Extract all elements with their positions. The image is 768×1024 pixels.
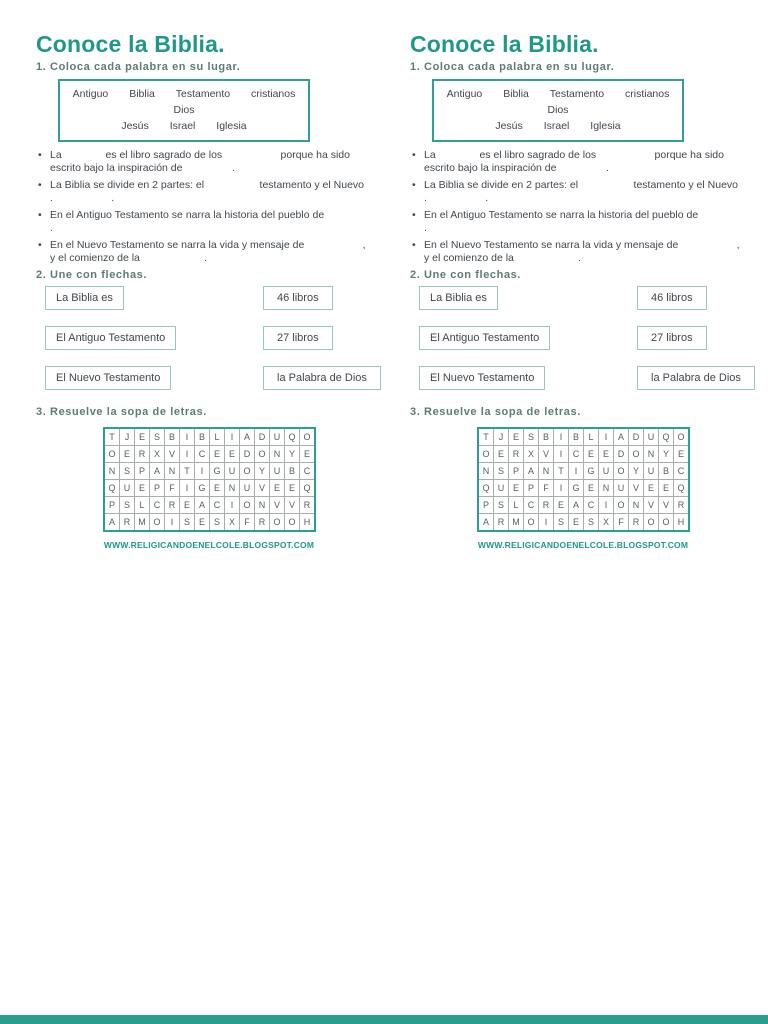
grid-cell: N <box>255 497 270 514</box>
grid-cell: S <box>554 514 569 532</box>
grid-cell: P <box>509 463 524 480</box>
matching-section <box>410 286 756 390</box>
grid-cell: O <box>629 446 644 463</box>
grid-cell: E <box>180 497 195 514</box>
grid-cell: A <box>478 514 494 532</box>
grid-cell: X <box>150 446 165 463</box>
match-left-box: El Nuevo Testamento <box>419 366 545 390</box>
grid-cell: O <box>524 514 539 532</box>
sentence-line: • La es el libro sagrado de los porque ha sido <box>424 149 724 161</box>
word-bank-word: Biblia <box>129 88 155 100</box>
grid-cell: A <box>614 428 629 446</box>
grid-cell: R <box>629 514 644 532</box>
grid-cell: P <box>524 480 539 497</box>
fill-in-blank-item <box>36 149 382 175</box>
grid-cell: Y <box>285 446 300 463</box>
word-bank-word: Israel <box>543 120 570 132</box>
grid-cell: E <box>674 446 690 463</box>
grid-cell: T <box>478 428 494 446</box>
grid-cell: R <box>539 497 554 514</box>
grid-cell: J <box>120 428 135 446</box>
website-url: WWW.RELIGICANDOENELCOLE.BLOGSPOT.COM <box>103 540 315 550</box>
word-bank-word: Testamento <box>175 88 231 100</box>
grid-cell: F <box>240 514 255 532</box>
grid-cell: S <box>210 514 225 532</box>
match-right-box: 27 libros <box>637 326 707 350</box>
word-bank-word: Antiguo <box>446 88 483 100</box>
fill-in-blank-item <box>410 239 756 265</box>
grid-cell: N <box>539 463 554 480</box>
grid-row <box>104 428 315 446</box>
grid-cell: V <box>165 446 180 463</box>
word-bank-word: Dios <box>547 104 569 116</box>
sentence-line: . <box>424 222 427 234</box>
word-bank-box <box>432 79 684 142</box>
grid-cell: U <box>644 428 659 446</box>
grid-cell: U <box>120 480 135 497</box>
grid-cell: Q <box>285 428 300 446</box>
grid-cell: C <box>195 446 210 463</box>
grid-cell: G <box>210 463 225 480</box>
word-bank-row <box>60 86 308 118</box>
word-bank-word: Antiguo <box>72 88 109 100</box>
grid-cell: Y <box>629 463 644 480</box>
sentence-line: • En el Antiguo Testamento se narra la historia del pueblo de <box>424 209 699 221</box>
grid-cell: N <box>225 480 240 497</box>
grid-cell: V <box>629 480 644 497</box>
grid-cell: E <box>210 446 225 463</box>
grid-cell: U <box>270 428 285 446</box>
grid-cell: S <box>120 497 135 514</box>
grid-cell: V <box>644 497 659 514</box>
grid-cell: O <box>285 514 300 532</box>
grid-row <box>104 446 315 463</box>
section-2-heading: 2. Une con flechas. <box>410 269 522 281</box>
grid-cell: I <box>165 514 180 532</box>
grid-cell: H <box>674 514 690 532</box>
match-left-box: El Antiguo Testamento <box>419 326 550 350</box>
sentence-line: • En el Nuevo Testamento se narra la vida y mensaje de , <box>424 239 740 251</box>
grid-cell: O <box>300 428 316 446</box>
grid-cell: A <box>524 463 539 480</box>
match-left-box: El Nuevo Testamento <box>45 366 171 390</box>
fill-in-blank-item <box>410 179 756 205</box>
word-bank-word: Iglesia <box>216 120 247 132</box>
grid-cell: G <box>584 463 599 480</box>
grid-cell: B <box>285 463 300 480</box>
sentence-line: escrito bajo la inspiración de . <box>50 162 236 174</box>
grid-cell: O <box>614 497 629 514</box>
matching-row <box>36 286 382 310</box>
grid-cell: D <box>629 428 644 446</box>
grid-cell: U <box>225 463 240 480</box>
grid-cell: E <box>270 480 285 497</box>
section-1-heading: 1. Coloca cada palabra en su lugar. <box>410 61 615 73</box>
grid-cell: O <box>104 446 120 463</box>
grid-cell: O <box>270 514 285 532</box>
grid-cell: Q <box>674 480 690 497</box>
word-bank-word: Testamento <box>549 88 605 100</box>
grid-cell: V <box>285 497 300 514</box>
grid-cell: E <box>509 428 524 446</box>
matching-section <box>36 286 382 390</box>
grid-cell: L <box>210 428 225 446</box>
word-bank-word: Iglesia <box>590 120 621 132</box>
grid-cell: S <box>524 428 539 446</box>
matching-row <box>410 286 756 310</box>
grid-cell: R <box>120 514 135 532</box>
sentence-line: . . <box>50 192 115 204</box>
sentence-line: • La Biblia se divide en 2 partes: el testamento y el Nuevo <box>50 179 364 191</box>
grid-row <box>104 514 315 532</box>
grid-cell: J <box>494 428 509 446</box>
grid-cell: O <box>240 497 255 514</box>
grid-cell: C <box>524 497 539 514</box>
grid-cell: E <box>554 497 569 514</box>
grid-cell: Y <box>255 463 270 480</box>
grid-cell: H <box>300 514 316 532</box>
grid-cell: M <box>135 514 150 532</box>
matching-row <box>36 366 382 390</box>
grid-row <box>104 480 315 497</box>
matching-row <box>36 326 382 350</box>
grid-row <box>104 497 315 514</box>
grid-cell: N <box>629 497 644 514</box>
fill-in-blank-item <box>36 239 382 265</box>
grid-cell: R <box>165 497 180 514</box>
sentence-line: • En el Antiguo Testamento se narra la historia del pueblo de <box>50 209 325 221</box>
grid-cell: B <box>165 428 180 446</box>
grid-cell: R <box>135 446 150 463</box>
grid-cell: U <box>644 463 659 480</box>
grid-cell: E <box>210 480 225 497</box>
grid-cell: U <box>599 463 614 480</box>
matching-row <box>410 326 756 350</box>
section-3-heading: 3. Resuelve la sopa de letras. <box>410 406 581 418</box>
grid-cell: F <box>165 480 180 497</box>
match-right-box: la Palabra de Dios <box>263 366 381 390</box>
grid-cell: C <box>584 497 599 514</box>
sentence-line: y el comienzo de la . <box>50 252 207 264</box>
grid-cell: V <box>255 480 270 497</box>
grid-cell: R <box>674 497 690 514</box>
grid-cell: A <box>150 463 165 480</box>
grid-cell: O <box>674 428 690 446</box>
grid-cell: U <box>614 480 629 497</box>
sentence-line: . <box>50 222 53 234</box>
grid-cell: E <box>135 428 150 446</box>
match-left-box: El Antiguo Testamento <box>45 326 176 350</box>
grid-cell: E <box>120 446 135 463</box>
worksheet-title: Conoce la Biblia. <box>36 31 225 57</box>
grid-cell: O <box>614 463 629 480</box>
grid-cell: L <box>509 497 524 514</box>
grid-cell: I <box>180 428 195 446</box>
grid-cell: V <box>270 497 285 514</box>
grid-cell: O <box>255 446 270 463</box>
grid-cell: E <box>584 480 599 497</box>
grid-row <box>478 463 689 480</box>
grid-cell: I <box>225 428 240 446</box>
match-right-box: la Palabra de Dios <box>637 366 755 390</box>
worksheet-title: Conoce la Biblia. <box>410 31 599 57</box>
word-bank-box <box>58 79 310 142</box>
worksheet-copy-right <box>410 31 756 550</box>
sentence-line: • En el Nuevo Testamento se narra la vida y mensaje de , <box>50 239 366 251</box>
grid-cell: F <box>539 480 554 497</box>
grid-cell: C <box>150 497 165 514</box>
word-bank-word: Israel <box>169 120 196 132</box>
grid-row <box>478 480 689 497</box>
grid-cell: U <box>240 480 255 497</box>
word-bank-word: cristianos <box>625 88 670 100</box>
match-right-box: 46 libros <box>263 286 333 310</box>
grid-cell: D <box>255 428 270 446</box>
section-3-heading: 3. Resuelve la sopa de letras. <box>36 406 207 418</box>
word-search-grid <box>103 427 316 532</box>
grid-cell: I <box>569 463 584 480</box>
grid-cell: L <box>135 497 150 514</box>
match-right-box: 46 libros <box>637 286 707 310</box>
grid-cell: C <box>569 446 584 463</box>
grid-cell: E <box>509 480 524 497</box>
grid-cell: E <box>195 514 210 532</box>
grid-cell: S <box>120 463 135 480</box>
grid-cell: E <box>225 446 240 463</box>
grid-cell: I <box>180 480 195 497</box>
grid-cell: O <box>150 514 165 532</box>
fill-in-blank-item <box>410 149 756 175</box>
grid-cell: V <box>659 497 674 514</box>
grid-cell: I <box>554 446 569 463</box>
website-url: WWW.RELIGICANDOENELCOLE.BLOGSPOT.COM <box>477 540 689 550</box>
grid-cell: O <box>478 446 494 463</box>
grid-cell: E <box>584 446 599 463</box>
grid-cell: C <box>674 463 690 480</box>
grid-cell: D <box>614 446 629 463</box>
bottom-accent-bar <box>0 1015 768 1024</box>
grid-cell: G <box>195 480 210 497</box>
grid-cell: A <box>104 514 120 532</box>
grid-cell: A <box>240 428 255 446</box>
grid-cell: O <box>240 463 255 480</box>
grid-cell: R <box>509 446 524 463</box>
grid-cell: I <box>554 480 569 497</box>
grid-cell: T <box>180 463 195 480</box>
grid-cell: O <box>659 514 674 532</box>
grid-cell: U <box>494 480 509 497</box>
grid-cell: A <box>195 497 210 514</box>
grid-cell: E <box>135 480 150 497</box>
grid-cell: G <box>569 480 584 497</box>
grid-cell: R <box>494 514 509 532</box>
sentence-line: . . <box>424 192 489 204</box>
grid-cell: T <box>554 463 569 480</box>
grid-cell: X <box>225 514 240 532</box>
grid-cell: I <box>554 428 569 446</box>
grid-cell: P <box>150 480 165 497</box>
grid-cell: B <box>659 463 674 480</box>
grid-cell: A <box>569 497 584 514</box>
grid-cell: E <box>569 514 584 532</box>
word-bank-word: Jesús <box>121 120 149 132</box>
grid-row <box>478 514 689 532</box>
grid-cell: I <box>180 446 195 463</box>
word-bank-word: Dios <box>173 104 195 116</box>
fill-in-blank-item <box>36 209 382 235</box>
matching-row <box>410 366 756 390</box>
grid-cell: X <box>524 446 539 463</box>
word-bank-row <box>434 86 682 118</box>
grid-cell: E <box>644 480 659 497</box>
grid-cell: E <box>494 446 509 463</box>
grid-cell: X <box>599 514 614 532</box>
word-bank-row <box>60 118 308 134</box>
grid-cell: N <box>599 480 614 497</box>
grid-cell: B <box>539 428 554 446</box>
word-bank-row <box>434 118 682 134</box>
grid-cell: T <box>104 428 120 446</box>
grid-cell: P <box>478 497 494 514</box>
grid-cell: I <box>539 514 554 532</box>
grid-row <box>478 497 689 514</box>
grid-cell: N <box>165 463 180 480</box>
grid-cell: E <box>300 446 316 463</box>
grid-cell: L <box>584 428 599 446</box>
match-left-box: La Biblia es <box>419 286 498 310</box>
sentence-line: • La es el libro sagrado de los porque ha sido <box>50 149 350 161</box>
grid-cell: S <box>180 514 195 532</box>
grid-cell: N <box>644 446 659 463</box>
grid-cell: P <box>135 463 150 480</box>
grid-cell: U <box>270 463 285 480</box>
grid-cell: M <box>509 514 524 532</box>
grid-cell: E <box>599 446 614 463</box>
grid-cell: Y <box>659 446 674 463</box>
grid-cell: S <box>584 514 599 532</box>
grid-cell: Q <box>478 480 494 497</box>
grid-cell: Q <box>300 480 316 497</box>
grid-cell: E <box>659 480 674 497</box>
section-2-heading: 2. Une con flechas. <box>36 269 148 281</box>
grid-cell: Q <box>659 428 674 446</box>
grid-row <box>104 463 315 480</box>
grid-cell: E <box>285 480 300 497</box>
match-left-box: La Biblia es <box>45 286 124 310</box>
fill-in-blanks-list <box>36 149 382 265</box>
grid-cell: N <box>478 463 494 480</box>
grid-cell: I <box>225 497 240 514</box>
grid-cell: Q <box>104 480 120 497</box>
grid-cell: F <box>614 514 629 532</box>
grid-cell: S <box>150 428 165 446</box>
grid-row <box>478 446 689 463</box>
grid-cell: S <box>494 497 509 514</box>
sentence-line: y el comienzo de la . <box>424 252 581 264</box>
grid-cell: R <box>255 514 270 532</box>
fill-in-blank-item <box>36 179 382 205</box>
sentence-line: escrito bajo la inspiración de . <box>424 162 610 174</box>
grid-cell: P <box>104 497 120 514</box>
word-bank-word: Jesús <box>495 120 523 132</box>
grid-cell: O <box>644 514 659 532</box>
match-right-box: 27 libros <box>263 326 333 350</box>
grid-cell: S <box>494 463 509 480</box>
grid-cell: V <box>539 446 554 463</box>
grid-cell: B <box>569 428 584 446</box>
grid-cell: I <box>195 463 210 480</box>
section-1-heading: 1. Coloca cada palabra en su lugar. <box>36 61 241 73</box>
grid-cell: N <box>270 446 285 463</box>
grid-cell: I <box>599 497 614 514</box>
word-bank-word: Biblia <box>503 88 529 100</box>
word-bank-word: cristianos <box>251 88 296 100</box>
grid-cell: C <box>210 497 225 514</box>
fill-in-blanks-list <box>410 149 756 265</box>
grid-row <box>478 428 689 446</box>
grid-cell: N <box>104 463 120 480</box>
grid-cell: R <box>300 497 316 514</box>
grid-cell: D <box>240 446 255 463</box>
grid-cell: B <box>195 428 210 446</box>
grid-cell: C <box>300 463 316 480</box>
fill-in-blank-item <box>410 209 756 235</box>
worksheet-copy-left <box>36 31 382 550</box>
grid-cell: I <box>599 428 614 446</box>
sentence-line: • La Biblia se divide en 2 partes: el testamento y el Nuevo <box>424 179 738 191</box>
word-search-grid <box>477 427 690 532</box>
